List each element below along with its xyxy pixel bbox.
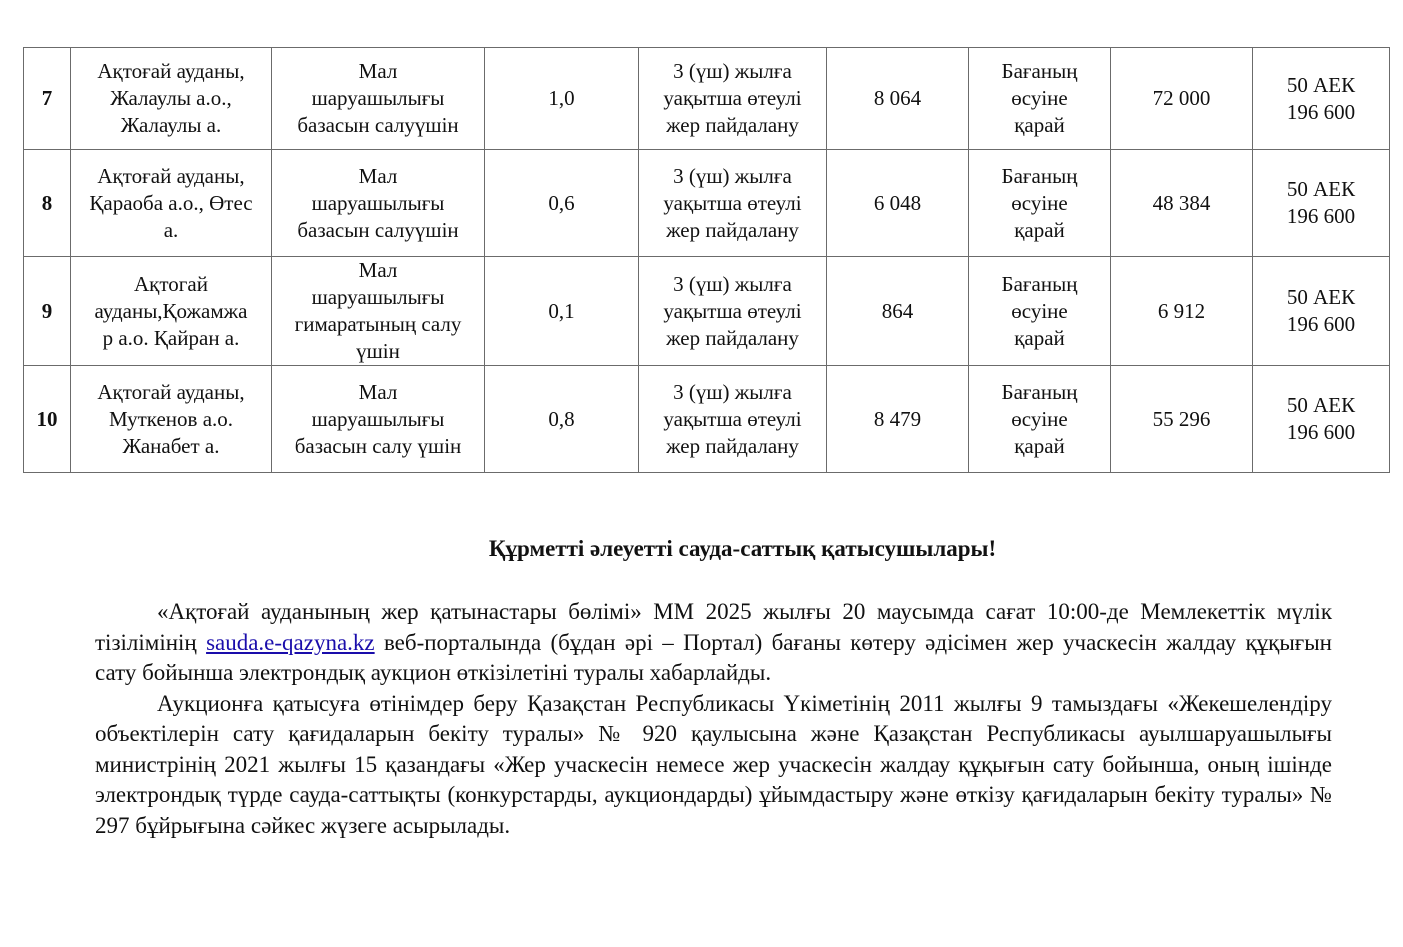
cell-line: 3 (үш) жылға: [673, 163, 792, 188]
cell-line: Мал: [358, 59, 398, 83]
auction-method-cell: [969, 257, 1111, 366]
cell-line: уақытша өтеулі: [663, 190, 802, 215]
cadastral-value-cell: 864: [827, 257, 969, 366]
cell-line: Бағаның: [1001, 379, 1078, 404]
purpose-cell: [272, 48, 485, 150]
cell-line: қарай: [1014, 325, 1065, 350]
purpose-cell: [272, 150, 485, 257]
guarantee-fee-cell: [1253, 150, 1390, 257]
lot-number: 9: [24, 257, 71, 366]
term-cell: [639, 150, 827, 257]
cell-line: базасын салу үшін: [294, 433, 462, 458]
cell-line: 196 600: [1286, 312, 1356, 336]
term-cell: [639, 366, 827, 473]
cell-line: жер пайдалану: [666, 113, 799, 137]
cell-line: ауданы,Қожамжа: [94, 298, 248, 323]
cell-line: өсуіне: [1011, 298, 1068, 323]
cell-line: 50 АЕК: [1286, 177, 1356, 201]
cell-line: Ақтогай: [134, 271, 208, 296]
cell-line: уақытша өтеулі: [663, 86, 802, 110]
cell-line: шаруашылығы: [311, 190, 445, 215]
cell-line: Ақтогай ауданы,: [97, 379, 245, 404]
cell-line: өсуіне: [1011, 406, 1068, 431]
cell-line: уақытша өтеулі: [663, 406, 802, 431]
cell-line: Жанабет а.: [122, 433, 220, 458]
cell-line: жер пайдалану: [666, 325, 799, 350]
cell-line: Ақтоғай ауданы,: [97, 163, 245, 188]
cell-line: 3 (үш) жылға: [673, 379, 792, 404]
cell-line: 3 (үш) жылға: [673, 59, 792, 83]
cell-line: 50 АЕК: [1286, 393, 1356, 417]
cell-line: Жалаулы а.о.,: [110, 86, 232, 110]
start-price-cell: 6 912: [1111, 257, 1253, 366]
land-lots-table: [23, 47, 1390, 473]
purpose-cell: [272, 366, 485, 473]
cell-line: Бағаның: [1001, 271, 1078, 296]
cell-line: уақытша өтеулі: [663, 298, 802, 323]
cell-line: өсуіне: [1011, 86, 1068, 110]
area-cell: 0,1: [485, 257, 639, 366]
table-row: [24, 48, 1390, 150]
cell-line: гимаратының салу: [294, 312, 462, 336]
table-row: [24, 366, 1390, 473]
cell-line: Қараоба а.о., Өтес: [89, 190, 253, 215]
cell-line: қарай: [1014, 217, 1065, 242]
table-row: [24, 257, 1390, 366]
cell-line: жер пайдалану: [666, 217, 799, 242]
lot-number: 8: [24, 150, 71, 257]
cell-line: Мал: [358, 163, 398, 188]
area-cell: 0,8: [485, 366, 639, 473]
guarantee-fee-cell: [1253, 48, 1390, 150]
notice-body: [95, 597, 1332, 841]
cell-line: шаруашылығы: [311, 406, 445, 431]
cell-line: Бағаның: [1001, 59, 1078, 83]
area-cell: 0,6: [485, 150, 639, 257]
notice-paragraph-2: Аукционға қатысуға өтінімдер беру Қазақстан Республикасы Үкіметінің 2011 жылғы 9 тамыздағы «Жекешелендіру объектілерін сату қағидаларын бекіту туралы» № 920 қаулысына және Қазақстан Республикасы ауылшаруашылығы министрінің 2021 жылғы 15 қазандағы «Жер учаскесін немесе жер учаскесін жалдау құқығын сату бойынша, оның ішінде электрондық түрде сауда-саттықты (конкурстарды, аукциондарды) ұйымдастыру және өткізу қағидаларын бекіту туралы» № 297 бұйрығына сәйкес жүзеге асырылады.: [95, 690, 1332, 838]
cadastral-value-cell: 8 479: [827, 366, 969, 473]
notice-paragraph-1: [95, 597, 1332, 689]
auction-method-cell: [969, 366, 1111, 473]
start-price-cell: 55 296: [1111, 366, 1253, 473]
cell-line: Мал: [358, 258, 398, 282]
location-cell: [71, 150, 272, 257]
notice-title: Құрметті әлеуетті сауда-саттық қатысушылары!: [488, 536, 997, 561]
start-price-cell: 48 384: [1111, 150, 1253, 257]
paragraph-text: веб-порталында (бұдан әрі – Портал) бағаны көтеру әдісімен жер учаскесін жалдау құқығын сату бойынша электрондық аукцион өткізілетіні туралы хабарлайды.: [95, 629, 1332, 685]
cell-line: р а.о. Қайран а.: [102, 325, 240, 350]
cell-line: базасын салуүшін: [297, 217, 459, 242]
auction-method-cell: [969, 48, 1111, 150]
table-row: [24, 150, 1390, 257]
lot-number: 7: [24, 48, 71, 150]
location-cell: [71, 257, 272, 366]
area-cell: 1,0: [485, 48, 639, 150]
location-cell: [71, 48, 272, 150]
cell-line: жер пайдалану: [666, 433, 799, 458]
cell-line: шаруашылығы: [311, 285, 445, 309]
cell-line: 3 (үш) жылға: [673, 271, 792, 296]
start-price-cell: 72 000: [1111, 48, 1253, 150]
cell-line: 196 600: [1286, 204, 1356, 228]
cell-line: 196 600: [1286, 99, 1356, 124]
guarantee-fee-cell: [1253, 366, 1390, 473]
cell-line: базасын салуүшін: [297, 113, 459, 137]
cell-line: 50 АЕК: [1286, 285, 1356, 309]
term-cell: [639, 48, 827, 150]
cell-line: Мал: [358, 379, 398, 404]
purpose-cell: [272, 257, 485, 366]
cell-line: өсуіне: [1011, 190, 1068, 215]
portal-link[interactable]: sauda.e-qazyna.kz: [206, 629, 375, 655]
cell-line: қарай: [1014, 113, 1065, 137]
paragraph-text: «Ақтоғай ауданының жер қатынастары бөлімі» ММ 2025 жылғы 20 маусымда сағат 10:00-де Мемлекеттік мүлік тізілімінің: [95, 599, 1332, 655]
cadastral-value-cell: 6 048: [827, 150, 969, 257]
cell-line: үшін: [356, 339, 400, 363]
cell-line: Жалаулы а.: [120, 113, 222, 137]
lot-number: 10: [24, 366, 71, 473]
cell-line: шаруашылығы: [311, 86, 445, 110]
guarantee-fee-cell: [1253, 257, 1390, 366]
cell-line: Бағаның: [1001, 163, 1078, 188]
location-cell: [71, 366, 272, 473]
cell-line: 50 АЕК: [1286, 72, 1356, 97]
cell-line: Муткенов а.о.: [108, 406, 234, 431]
cell-line: 196 600: [1286, 420, 1356, 444]
term-cell: [639, 257, 827, 366]
cell-line: Ақтоғай ауданы,: [97, 59, 245, 83]
cell-line: а.: [163, 217, 179, 242]
cell-line: қарай: [1014, 433, 1065, 458]
cadastral-value-cell: 8 064: [827, 48, 969, 150]
auction-method-cell: [969, 150, 1111, 257]
